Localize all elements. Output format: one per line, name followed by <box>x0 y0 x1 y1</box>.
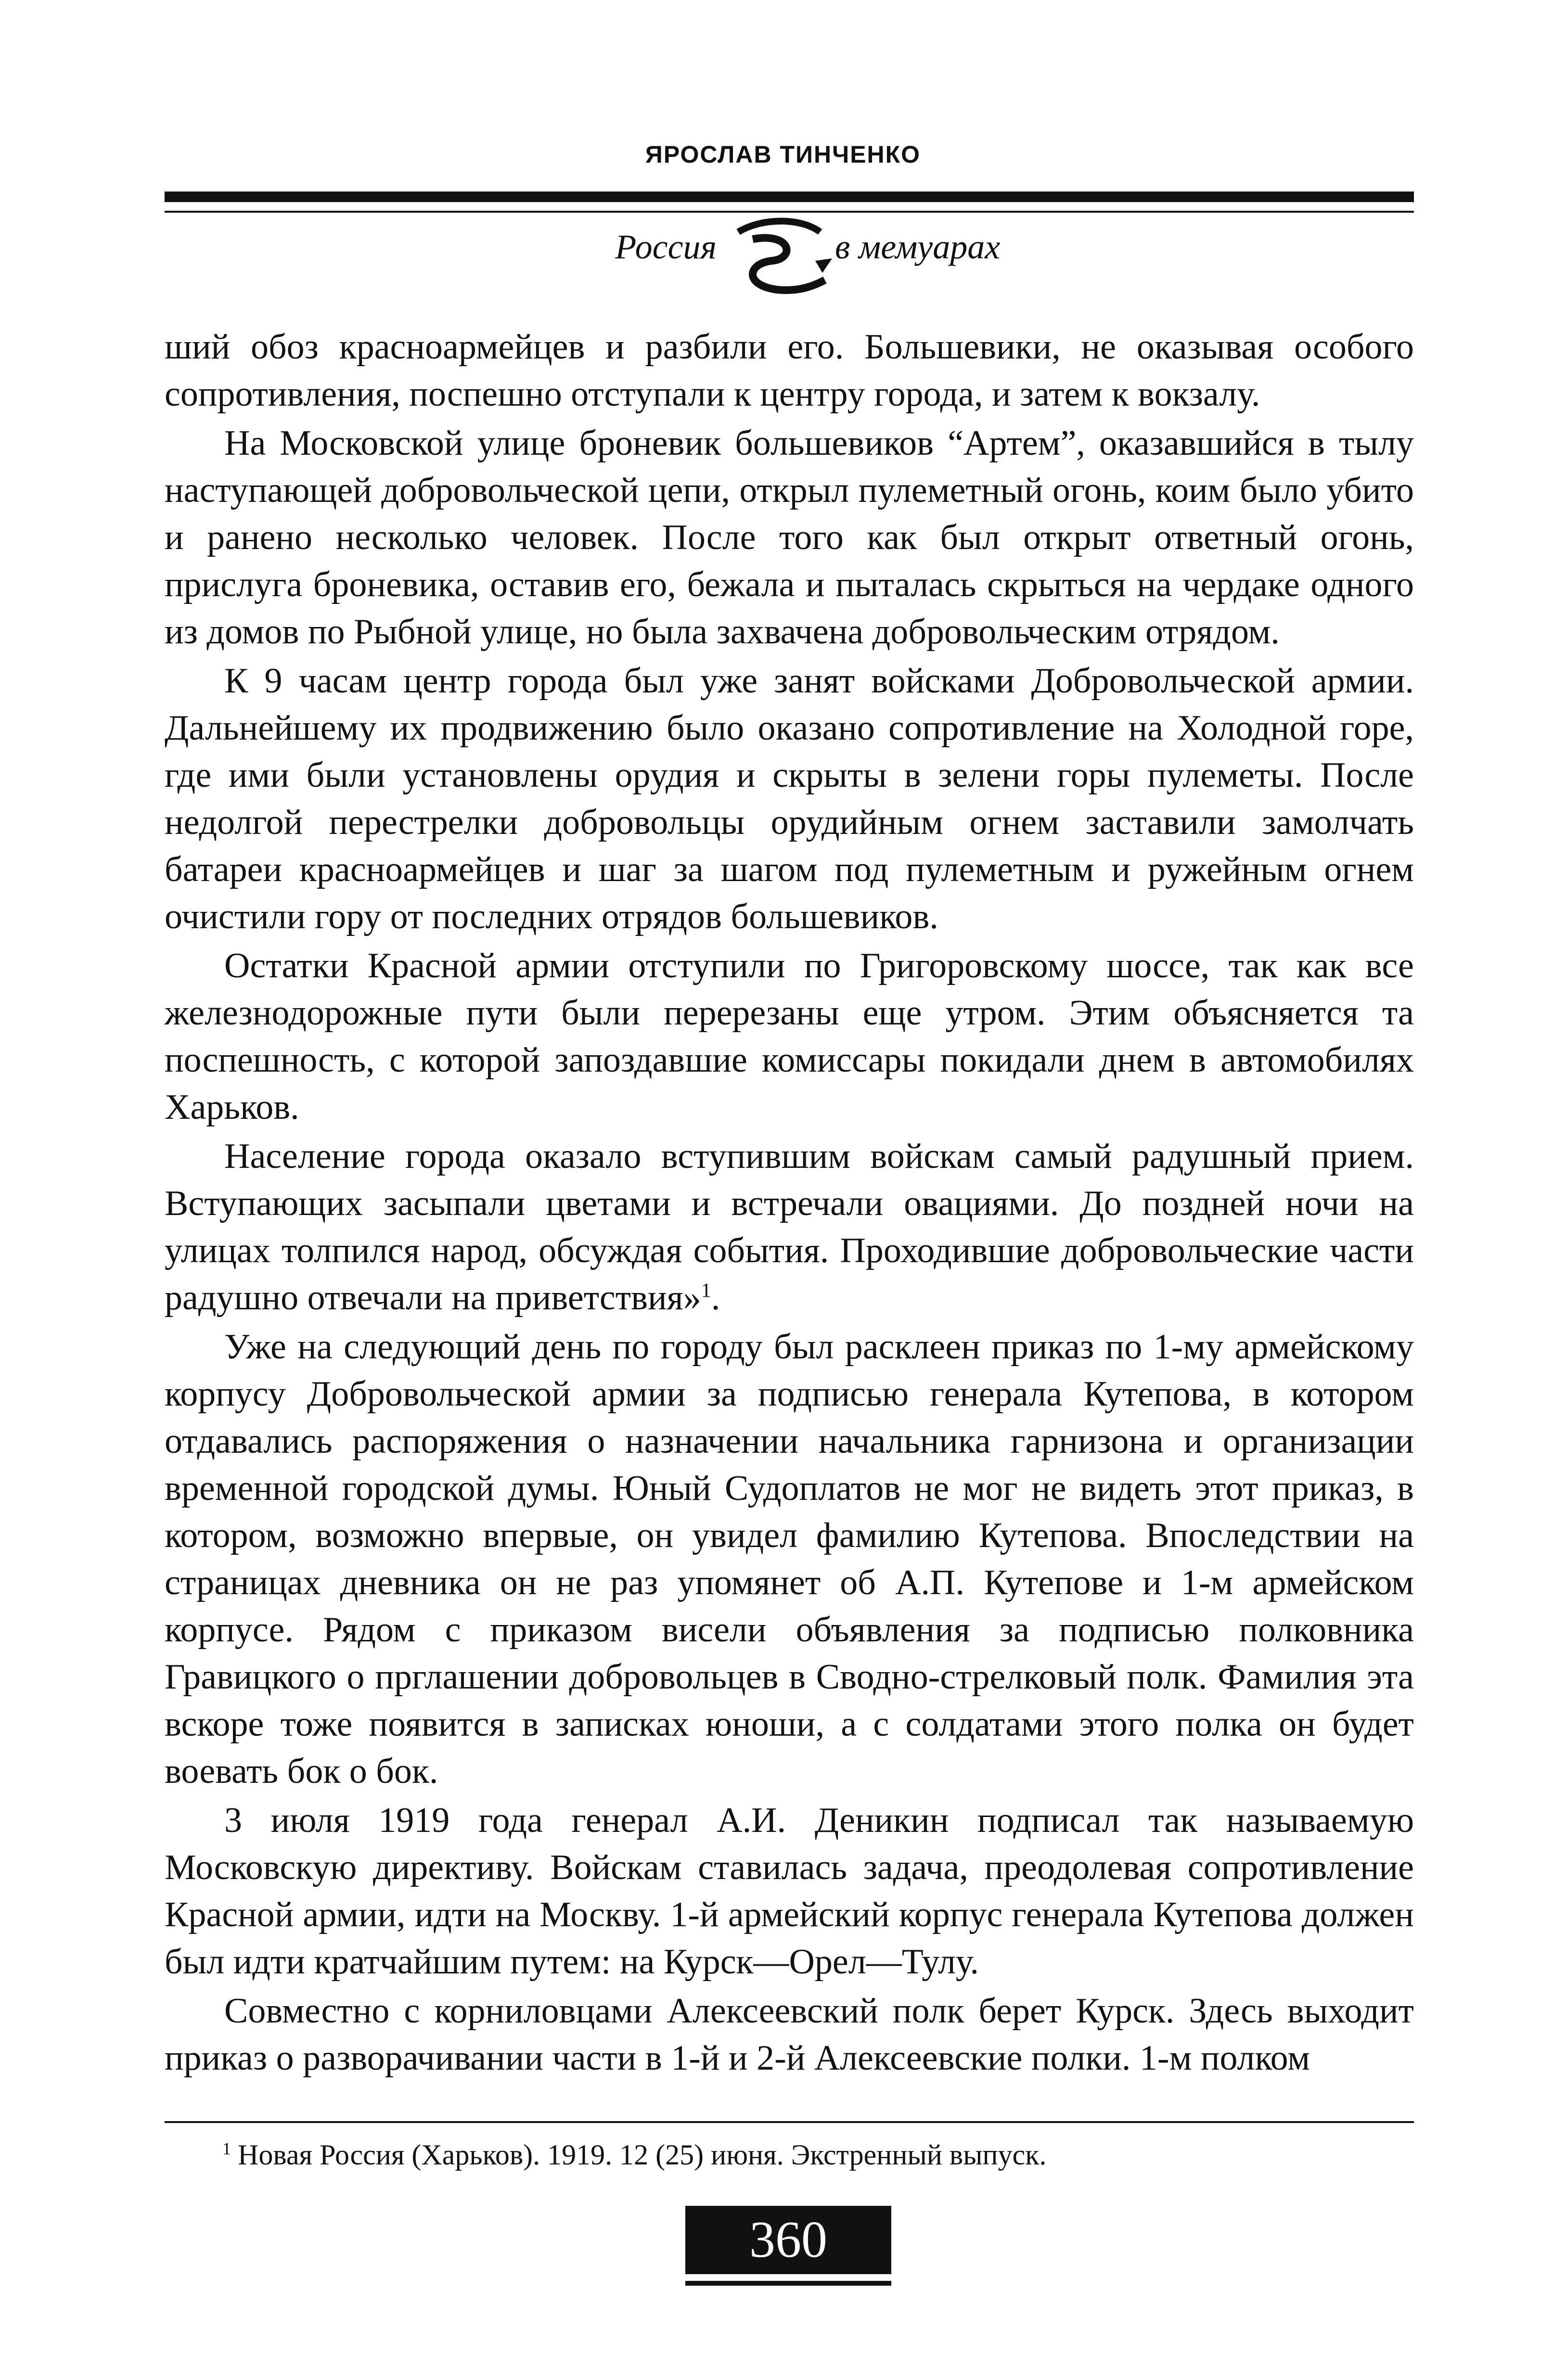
paragraph-8: Совместно с корниловцами Алексеевский полк берет Курск. Здесь выходит приказ о разворачивании части в 1-й и 2-й Алексеевские полки. 1-м полком <box>165 1991 1414 2078</box>
page-number: 360 <box>685 2206 891 2274</box>
paragraph-5 <box>165 1133 1414 1321</box>
paragraph-2: На Московской улице броневик большевиков “Артем”, оказавшийся в тылу наступающей добровольческой цепи, открыл пулеметный огонь, коим было убито и ранено несколько человек. После того как был открыт ответный огонь, прислуга броневика, оставив его, бежала и пыталась скрыться на чердаке одного из домов по Рыбной улице, но была захвачена добровольческим отрядом. <box>165 423 1414 652</box>
footnote-reference[interactable]: 1 <box>701 1280 711 1302</box>
footnote <box>222 2137 1414 2172</box>
page-number-rule <box>685 2281 891 2286</box>
series-emblem-icon <box>719 213 844 294</box>
paragraph-4: Остатки Красной армии отступили по Григоровскому шоссе, так как все железнодорожные пути были перерезаны еще утром. Этим объясняется та поспешность, с которой запоздавшие комиссары покидали днем в автомобилях Харьков. <box>165 946 1414 1127</box>
author-header: ЯРОСЛАВ ТИНЧЕНКО <box>645 141 921 168</box>
header-rule-thick <box>165 192 1414 202</box>
footnote-text: Новая Россия (Харьков). 1919. 12 (25) июня. Экстренный выпуск. <box>238 2139 1047 2171</box>
paragraph-1: ший обоз красноармейцев и разбили его. Большевики, не оказывая особого сопротивления, поспешно отступали к центру города, и затем к вокзалу. <box>165 327 1414 414</box>
paragraph-5-end: . <box>711 1278 720 1318</box>
paragraph-5-text: Население города оказало вступившим войскам самый радушный прием. Вступающих засыпали цветами и встречали овациями. До поздней ночи на улицах толпился народ, обсуждая события. Проходившие добровольческие части радушно отвечали на приветствия» <box>165 1137 1414 1318</box>
footnote-marker: 1 <box>222 2139 231 2158</box>
series-title <box>0 218 1566 299</box>
series-title-left: Россия <box>615 228 717 266</box>
series-title-right: в мемуарах <box>835 228 1001 266</box>
body-text <box>165 323 1414 2084</box>
paragraph-7: 3 июля 1919 года генерал А.И. Деникин подписал так называемую Московскую директиву. Войскам ставилась задача, преодолевая сопротивление Красной армии, идти на Москву. 1-й армейский корпус генерала Кутепова должен был идти кратчайшим путем: на Курск—Орел—Тулу. <box>165 1801 1414 1982</box>
footnote-rule <box>165 2121 1414 2123</box>
paragraph-6: Уже на следующий день по городу был расклеен приказ по 1-му армейскому корпусу Добровольческой армии за подписью генерала Кутепова, в котором отдавались распоряжения о назначении начальника гарнизона и организации временной городской думы. Юный Судоплатов не мог не видеть этот приказ, в котором, возможно впервые, он увидел фамилию Кутепова. Впоследствии на страницах дневника он не раз упомянет об А.П. Кутепове и 1-м армейском корпусе. Рядом с приказом висели объявления за подписью полковника Гравицкого о прглашении добровольцев в Сводно-стрелковый полк. Фамилия эта вскоре тоже появится в записках юноши, а с солдатами этого полка он будет воевать бок о бок. <box>165 1327 1414 1791</box>
paragraph-3: К 9 часам центр города был уже занят войсками Добровольческой армии. Дальнейшему их продвижению было оказано сопротивление на Холодной горе, где ими были установлены орудия и скрыты в зелени горы пулеметы. После недолгой перестрелки добровольцы орудийным огнем заставили замолчать батареи красноармейцев и шаг за шагом под пулеметным и ружейным огнем очистили гору от последних отрядов большевиков. <box>165 661 1414 936</box>
